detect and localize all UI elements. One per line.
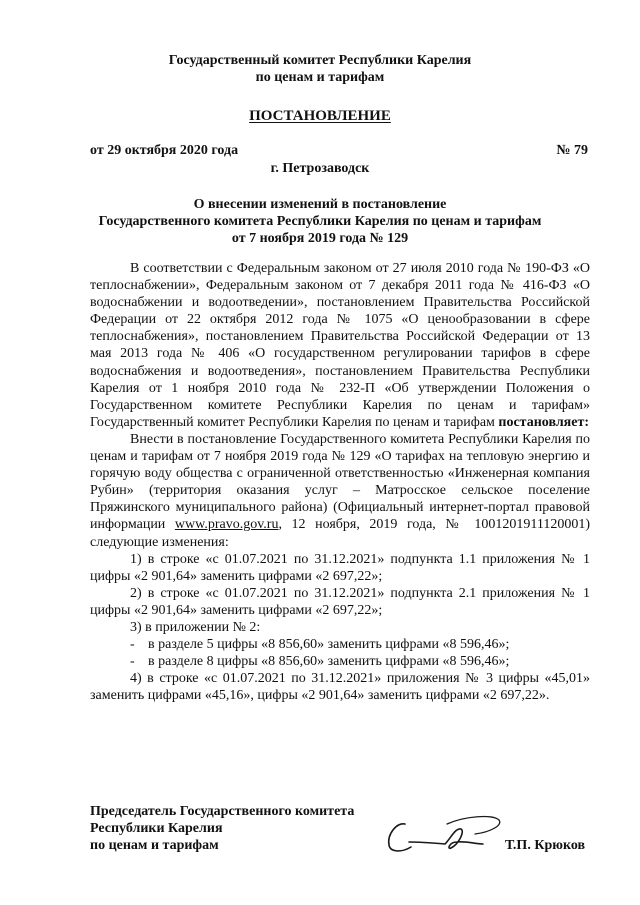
signature-stroke: [389, 824, 483, 851]
decree-subitem-3a: [90, 636, 590, 653]
subject-line: от 7 ноября 2019 года № 129: [231, 231, 409, 246]
pravo-link[interactable]: www.pravo.gov.ru: [174, 517, 279, 533]
handwritten-signature: [375, 812, 505, 860]
document-body: [90, 260, 590, 704]
subitem-text: в разделе 5 цифры «8 856,60» заменить цифрами «8 596,46»;: [148, 637, 510, 653]
document-date: от 29 октября 2020 года: [90, 143, 239, 158]
document-number: № 79: [556, 143, 588, 158]
issuer-line: Государственный комитет Республики Карелия: [168, 53, 472, 68]
issuer-line: по ценам и тарифам: [255, 70, 385, 85]
document-type: ПОСТАНОВЛЕНИЕ: [249, 108, 391, 124]
dash-marker: -: [130, 654, 135, 670]
subject-line: Государственного комитета Республики Карелия по ценам и тарифам: [98, 214, 542, 229]
subitem-text: в разделе 8 цифры «8 856,60» заменить цифрами «8 596,46»;: [148, 654, 510, 670]
decision-word: постановляет:: [498, 414, 590, 430]
preamble-text: В соответствии с Федеральным законом от 27 июля 2010 года № 190-ФЗ «О теплоснабжении», Федеральным законом от 7 декабря 2011 года № 416-ФЗ «О водоснабжении и водоотведении», постановлением Правительства Российской Федерации от 22 октября 2012 года № 1075 «О ценообразовании в сфере теплоснабжения», постановлением Правительства Российской Федерации от 13 мая 2013 года № 406 «О государственном регулировании тарифов в сфере водоснабжения и водоотведения», постановлением Правительства Республики Карелия от 1 ноября 2010 года № 232-П «Об утверждении Положения о Государственном комитете Республики Карелия по ценам и тарифам» Государственный комитет Республики Карелия по ценам и тарифам: [90, 261, 590, 430]
subject-line: О внесении изменений в постановление: [193, 197, 447, 212]
signatory-title-line: Республики Карелия: [90, 821, 223, 836]
signatory-title-line: по ценам и тарифам: [90, 838, 219, 853]
decree-item-1: 1) в строке «с 01.07.2021 по 31.12.2021» подпункта 1.1 приложения № 1 цифры «2 901,64» заменить цифрами «2 697,22»;: [90, 551, 590, 584]
decree-intro-tail: , 12 ноября, 2019 года, № 1001201911120001) следующие изменения:: [90, 517, 590, 550]
document-subject: [0, 196, 640, 247]
preamble-paragraph: [90, 260, 590, 431]
decree-item-4: 4) в строке «с 01.07.2021 по 31.12.2021» приложения № 3 цифры «45,01» заменить цифрами «45,16», цифры «2 901,64» заменить цифрами «2 697,22».: [90, 671, 590, 704]
decree-item-2: 2) в строке «с 01.07.2021 по 31.12.2021» подпункта 2.1 приложения № 1 цифры «2 901,64» заменить цифрами «2 697,22»;: [90, 585, 590, 618]
document-city: г. Петрозаводск: [270, 161, 370, 176]
dash-marker: -: [130, 637, 135, 653]
decree-intro-paragraph: [90, 431, 590, 551]
decree-intro-text: Внести в постановление Государственного комитета Республики Карелия по ценам и тарифам от 7 ноября 2019 года № 129 «О тарифах на тепловую энергию и горячую воду общества с ограниченной ответственностью «Инженерная компания Рубин» (территория оказания услуг – Матросское сельское поселение Пряжинского муниципального района) (Официальный интернет-портал правовой информации: [90, 431, 590, 533]
signatory-name: Т.П. Крюков: [505, 838, 586, 853]
signatory-title: [90, 803, 354, 854]
decree-item-3: 3) в приложении № 2:: [130, 619, 261, 635]
signatory-title-line: Председатель Государственного комитета: [90, 804, 355, 819]
issuer-header: [0, 52, 640, 86]
date-number-line: [90, 142, 588, 159]
decree-subitem-3b: [90, 653, 590, 670]
